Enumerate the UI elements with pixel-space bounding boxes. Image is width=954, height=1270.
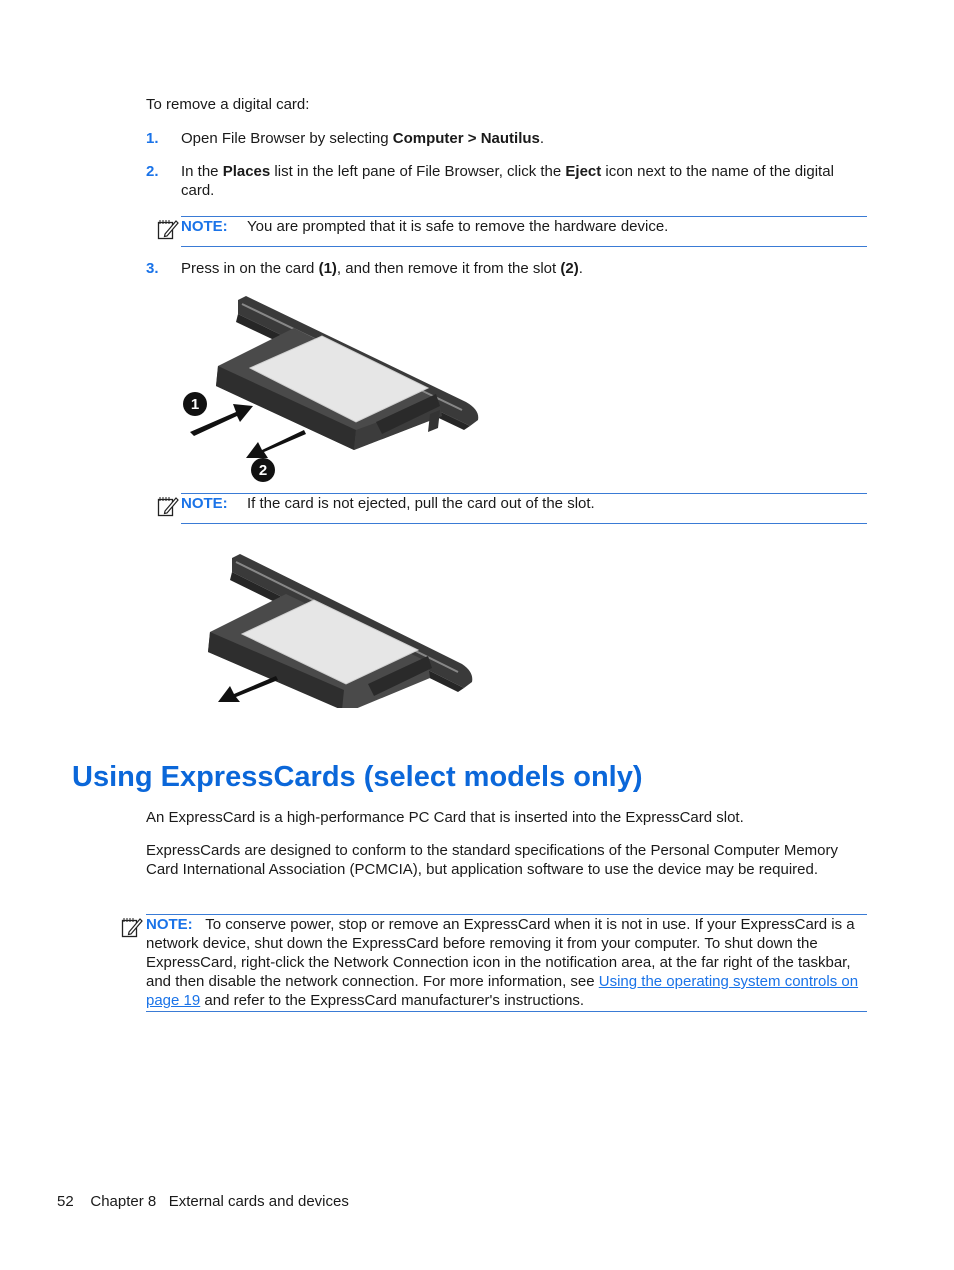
ui-term: Eject — [565, 163, 602, 180]
note-icon — [157, 218, 179, 240]
note-text — [146, 915, 867, 1010]
note-icon — [157, 495, 179, 517]
chapter-title: External cards and devices — [168, 1193, 349, 1210]
step-number: 1. — [146, 130, 159, 147]
chapter-label: Chapter 8 — [90, 1193, 157, 1210]
step-text-part: , and then remove it from the slot — [336, 260, 561, 277]
step-text — [181, 129, 871, 148]
step-text — [181, 259, 871, 278]
intro-text: To remove a digital card: — [146, 96, 310, 113]
ui-term: Places — [222, 163, 271, 180]
step-text-part: Open File Browser by selecting — [181, 130, 393, 147]
note-label: NOTE: — [181, 495, 228, 512]
page-number: 52 — [57, 1193, 74, 1210]
note-body: To conserve power, stop or remove an ExpressCard when it is not in use. If your ExpressCard is a network device, shut down the ExpressCard before removing it from your computer. To shut down the ExpressCard, right-click the Network Connection icon in the notification area, at the far right of the taskbar, and then disable the network connection. For more information, see — [146, 916, 855, 990]
section-heading: Using ExpressCards (select models only) — [72, 761, 643, 793]
callout-ref: (2) — [560, 260, 579, 277]
note-icon — [121, 916, 143, 938]
step-number: 3. — [146, 260, 159, 277]
callout-2: 2 — [258, 462, 268, 479]
note-box — [181, 216, 867, 247]
step-text-part: icon next to the name of the digital card. — [181, 163, 834, 199]
ui-path: Computer > Nautilus — [392, 130, 540, 147]
step-text-part: . — [578, 260, 583, 277]
note-body: and refer to the ExpressCard manufacturer's instructions. — [200, 992, 585, 1009]
card-slot-illustration — [176, 292, 488, 488]
cross-reference-link[interactable]: Using the operating system controls on page 19 — [146, 973, 859, 1009]
card-pullout-illustration — [202, 552, 478, 708]
step-text-part: Press in on the card — [181, 260, 319, 277]
note-text: You are prompted that it is safe to remove the hardware device. — [247, 218, 669, 235]
note-text: If the card is not ejected, pull the card out of the slot. — [247, 495, 595, 512]
paragraph: An ExpressCard is a high-performance PC Card that is inserted into the ExpressCard slot. — [146, 809, 744, 826]
step-text-part: . — [539, 130, 545, 147]
step-text-part: list in the left pane of File Browser, click the — [270, 163, 566, 180]
page-footer — [57, 1192, 349, 1211]
remove-arrow — [218, 676, 278, 702]
paragraph: ExpressCards are designed to conform to the standard specifications of the Personal Computer Memory Card International Association (PCMCIA), but application software to use the device may be required. — [146, 842, 839, 878]
remove-arrow — [246, 430, 306, 458]
note-label: NOTE: — [181, 218, 228, 235]
step-text — [181, 162, 871, 200]
step-text-part: In the — [181, 163, 223, 180]
note-box — [181, 493, 867, 524]
step-number: 2. — [146, 163, 159, 180]
note-box — [146, 914, 867, 1012]
callout-1: 1 — [190, 396, 200, 413]
note-label: NOTE: — [146, 916, 193, 933]
callout-ref: (1) — [318, 260, 337, 277]
